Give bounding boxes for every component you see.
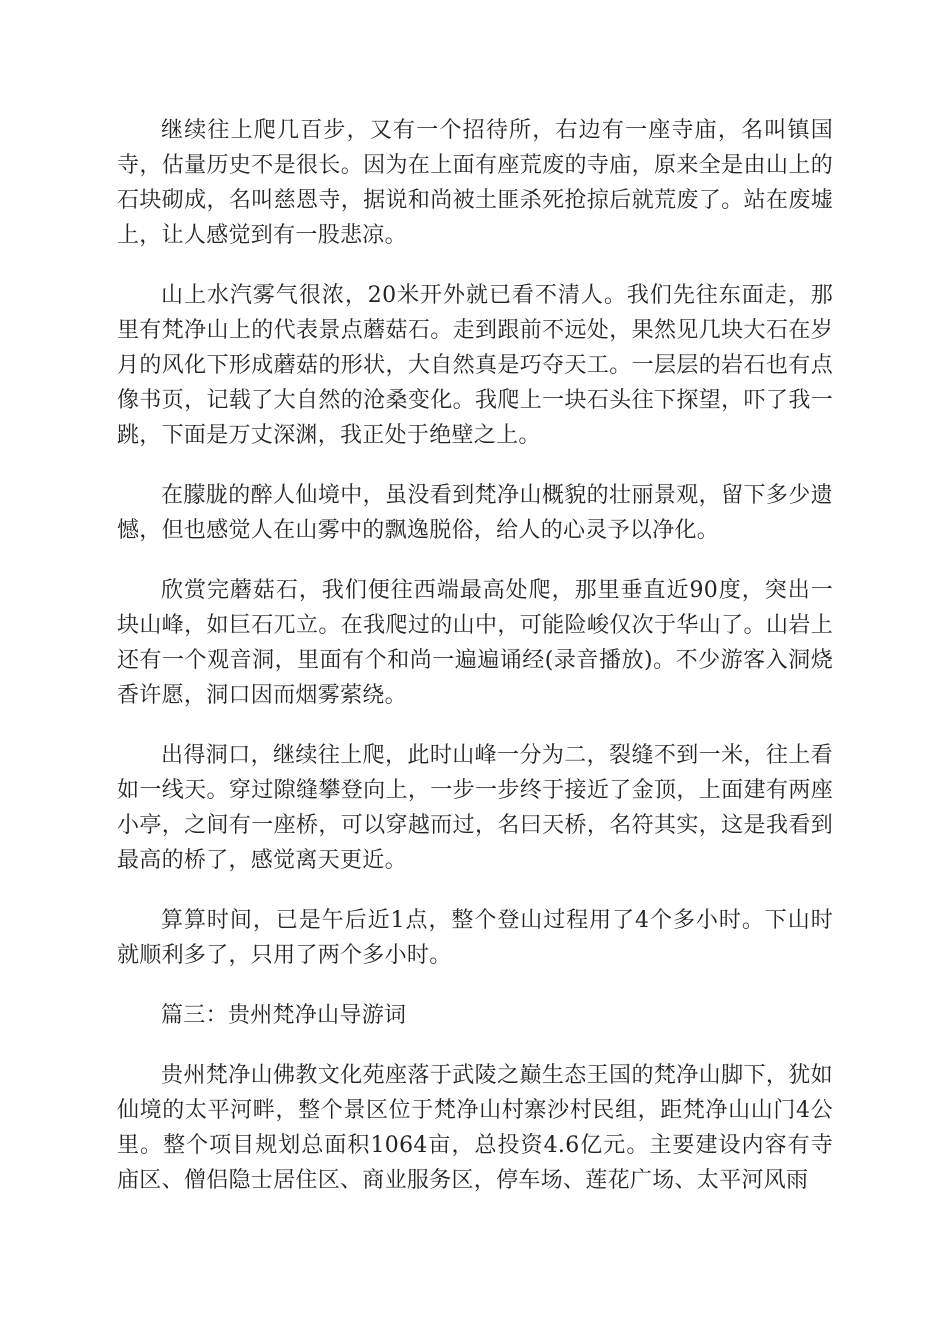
paragraph-buddhist-culture-park: 贵州梵净山佛教文化苑座落于武陵之巅生态王国的梵净山脚下，犹如仙境的太平河畔，整个景区位于梵净山村寨沙村民组，距梵净山山门4公里。整个项目规划总面积1064亩，总投资4.6亿元。主要建设内容有寺庙区、僧侣隐士居住区、商业服务区，停车场、莲花广场、太平河风雨 [117,1063,833,1193]
paragraph-misty-fairyland: 在朦胧的醉人仙境中，虽没看到梵净山概貌的壮丽景观，留下多少遗憾，但也感觉人在山雾中的飘逸脱俗，给人的心灵予以净化。 [117,483,833,543]
section-heading: 篇三：贵州梵净山导游词 [161,1003,407,1028]
paragraph-mushroom-stone: 山上水汽雾气很浓，20米开外就已看不清人。我们先往东面走，那里有梵净山上的代表景点蘑菇石。走到跟前不远处，果然见几块大石在岁月的风化下形成蘑菇的形状，大自然真是巧夺天工。一层层的岩石也有点像书页，记载了大自然的沧桑变化。我爬上一块石头往下探望，吓了我一跳，下面是万丈深渊，我正处于绝壁之上。 [117,283,833,448]
document-body [117,113,833,1223]
paragraph-golden-summit: 出得洞口，继续往上爬，此时山峰一分为二，裂缝不到一米，往上看如一线天。穿过隙缝攀登向上，一步一步终于接近了金顶，上面建有两座小亭，之间有一座桥，可以穿越而过，名曰天桥，名符其实，这是我看到最高的桥了，感觉离天更近。 [117,743,833,873]
paragraph-west-peak: 欣赏完蘑菇石，我们便往西端最高处爬，那里垂直近90度，突出一块山峰，如巨石兀立。在我爬过的山中，可能险峻仅次于华山了。山岩上还有一个观音洞，里面有个和尚一遍遍诵经(录音播放)。不少游客入洞烧香许愿，洞口因而烟雾萦绕。 [117,578,833,708]
paragraph-time-summary: 算算时间，已是午后近1点，整个登山过程用了4个多小时。下山时就顺利多了，只用了两个多小时。 [117,908,833,968]
paragraph-zhenguo-temple: 继续往上爬几百步，又有一个招待所，右边有一座寺庙，名叫镇国寺，估量历史不是很长。因为在上面有座荒废的寺庙，原来全是由山上的石块砌成，名叫慈恩寺，据说和尚被土匪杀死抢掠后就荒废了。站在废墟上，让人感觉到有一股悲凉。 [117,118,833,248]
